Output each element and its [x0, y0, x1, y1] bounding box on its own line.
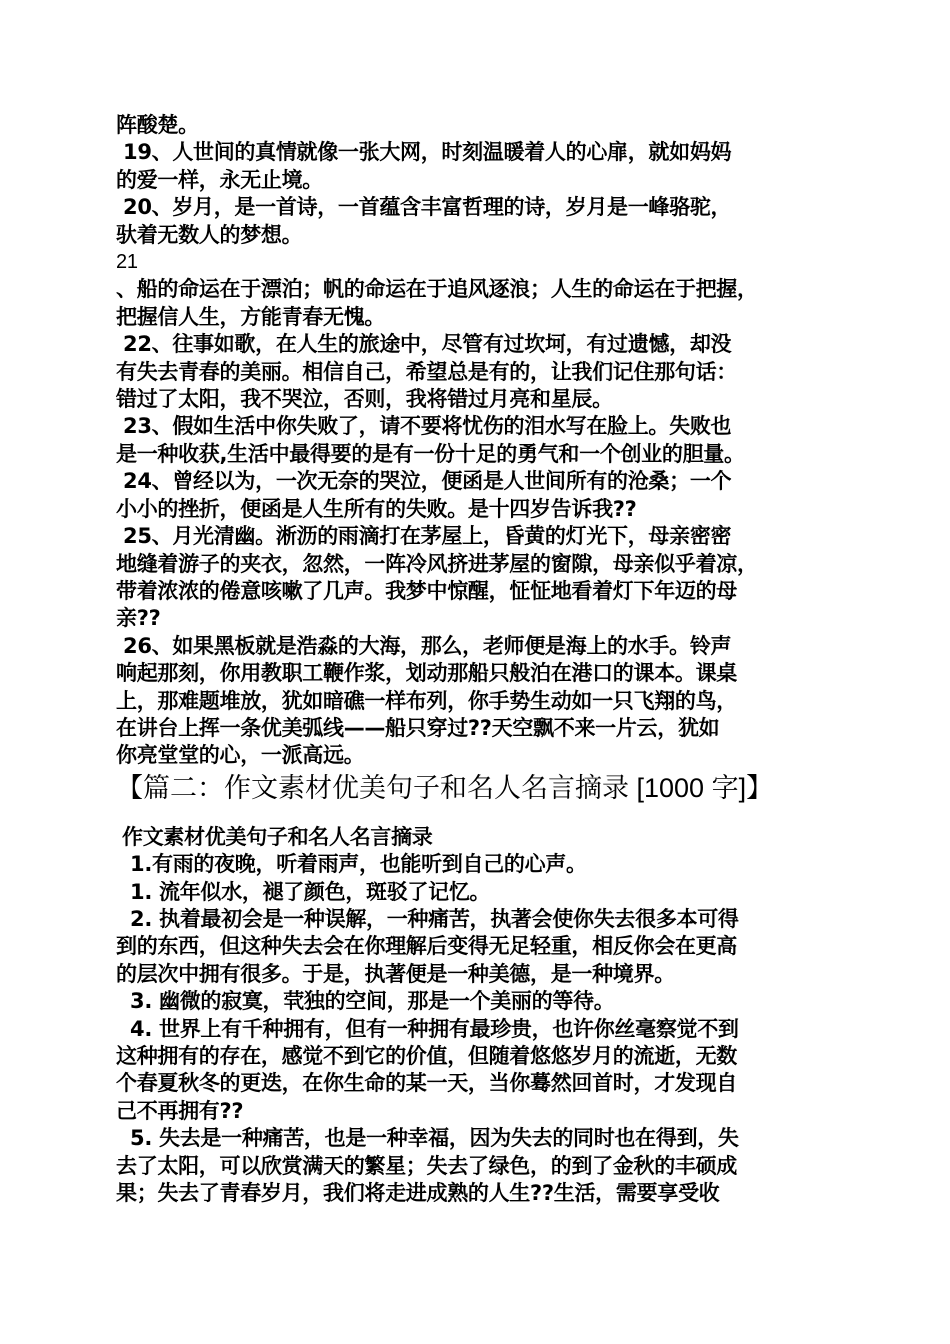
- text-line: 小小的挫折，便函是人生所有的失败。是十四岁告诉我??: [116, 496, 637, 521]
- text-line: 上，那难题堆放，犹如暗礁一样布列，你手势生动如一只飞翔的鸟，: [116, 688, 737, 713]
- text-line: 个春夏秋冬的更迭，在你生命的某一天，当你蓦然回首时，才发现自: [116, 1071, 737, 1096]
- text-line: 的层次中拥有很多。于是，执著便是一种美德，是一种境界。: [116, 961, 675, 986]
- text-line: 驮着无数人的梦想。: [116, 222, 303, 247]
- list-item: 3. 幽微的寂寞，茕独的空间，那是一个美丽的等待。: [116, 989, 615, 1014]
- text-line: 响起那刻，你用教职工鞭作浆，划动那船只般泊在港口的课本。课桌: [116, 661, 737, 686]
- text-line: 20、岁月，是一首诗，一首蕴含丰富哲理的诗，岁月是一峰骆驼，: [116, 195, 732, 220]
- list-item: 2. 执着最初会是一种误解，一种痛苦，执著会使你失去很多本可得: [116, 906, 739, 931]
- list-item: 1. 流年似水，褪了颜色，斑驳了记忆。: [116, 879, 491, 904]
- text-line: 26、如果黑板就是浩淼的大海，那么，老师便是海上的水手。铃声: [116, 633, 732, 658]
- text-line: 这种拥有的存在，感觉不到它的价值，但随着悠悠岁月的流逝，无数: [116, 1044, 737, 1068]
- text-line: 有失去青春的美丽。相信自己，希望总是有的，让我们记住那句话：: [116, 359, 737, 384]
- text-line: 24、曾经以为，一次无奈的哭泣，便函是人世间所有的沧桑；一个: [116, 469, 732, 494]
- text-line: 是一种收获,生活中最得要的是有一份十足的勇气和一个创业的胆量。: [116, 441, 745, 466]
- text-line: 地缝着游子的夹衣，忽然，一阵冷风挤进茅屋的窗隙，母亲似乎着凉，: [116, 551, 758, 576]
- text-line: 23、假如生活中你失败了，请不要将忧伤的泪水写在脸上。失败也: [116, 414, 732, 439]
- list-item: 1.有雨的夜晚，听着雨声，也能听到自己的心声。: [116, 852, 587, 877]
- list-item: 5. 失去是一种痛苦，也是一种幸福，因为失去的同时也在得到，失: [116, 1126, 739, 1151]
- text-line: 到的东西，但这种失去会在你理解后变得无足轻重，相反你会在更高: [116, 934, 737, 959]
- text-line: 在讲台上挥一条优美弧线——船只穿过??天空飘不来一片云，犹如: [116, 715, 720, 740]
- document-page: [116, 112, 846, 1207]
- text-line: 去了太阳，可以欣赏满天的繁星；失去了绿色，的到了金秋的丰硕成: [116, 1153, 737, 1178]
- text-line: 25、月光清幽。淅沥的雨滴打在茅屋上，昏黄的灯光下，母亲密密: [116, 524, 732, 549]
- list-item: 4. 世界上有千种拥有，但有一种拥有最珍贵，也许你丝毫察觉不到: [116, 1016, 739, 1041]
- text-line: 阵酸楚。: [116, 113, 199, 137]
- text-line: 带着浓浓的倦意咳嗽了几声。我梦中惊醒，怔怔地看着灯下年迈的母: [116, 578, 737, 603]
- text-line: 你亮堂堂的心，一派高远。: [116, 743, 365, 768]
- text-line: 把握信人生，方能青春无愧。: [116, 304, 386, 329]
- text-line: 21: [116, 251, 138, 274]
- text-line: 己不再拥有??: [116, 1098, 244, 1123]
- text-line: 、船的命运在于漂泊；帆的命运在于追风逐浪；人生的命运在于把握，: [116, 277, 758, 302]
- text-line: 的爱一样，永无止境。: [116, 167, 323, 192]
- text-line: 果；失去了青春岁月，我们将走进成熟的人生??生活，需要享受收: [116, 1181, 720, 1206]
- text-block-part-two: [116, 824, 846, 1208]
- text-line: 亲??: [116, 606, 161, 631]
- text-line: 错过了太阳，我不哭泣，否则，我将错过月亮和星辰。: [116, 387, 613, 412]
- text-line: 22、往事如歌，在人生的旅途中，尽管有过坎坷，有过遗憾，却没: [116, 332, 732, 357]
- subtitle: 作文素材优美句子和名人名言摘录: [122, 824, 433, 849]
- section-heading: 【篇二：作文素材优美句子和名人名言摘录 [1000 字]】: [116, 772, 774, 803]
- text-block-part-one: [116, 112, 846, 770]
- text-line: 19、人世间的真情就像一张大网，时刻温暖着人的心扉，就如妈妈: [116, 140, 732, 165]
